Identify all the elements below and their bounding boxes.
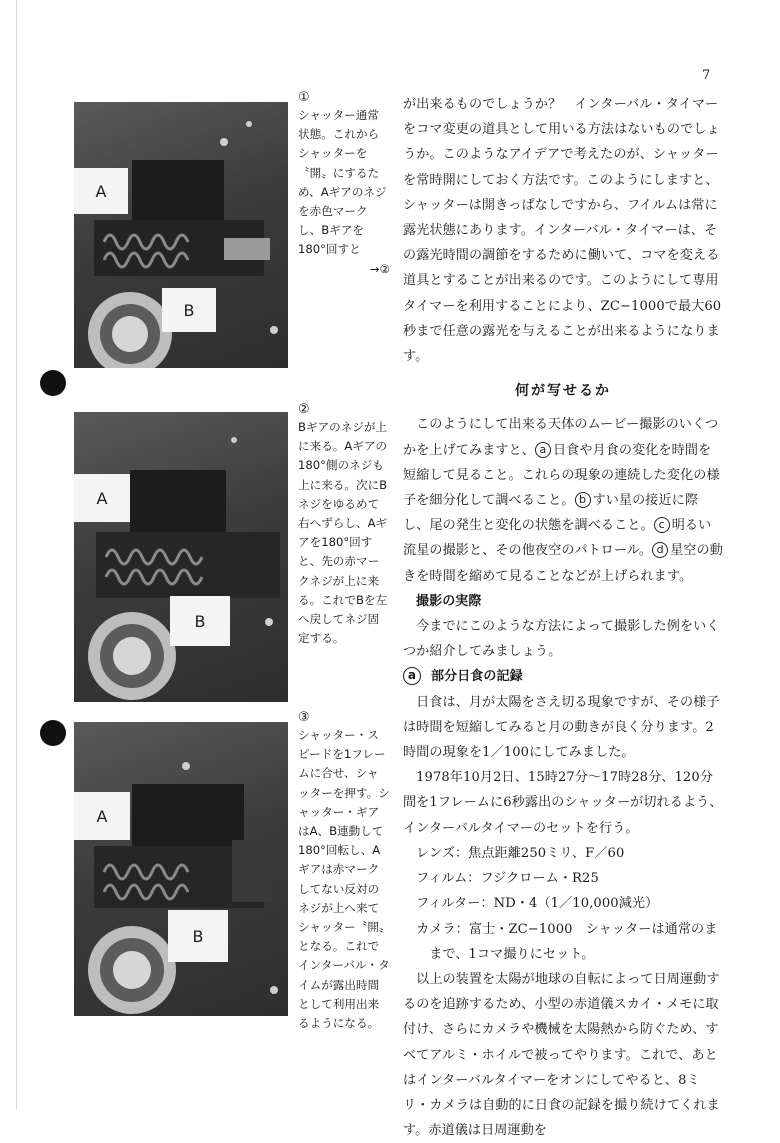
eclipse-paragraph: 日食は、月が太陽をさえ切る現象ですが、その様子は時間を短縮してみると月の動きが良く分ります。2時間の現象を1／100にしてみました。 — [403, 694, 720, 761]
spec-film: フィルム：フジクローム・R25 — [416, 871, 599, 887]
subject-a: 日食や月食の変化を時間を短縮して見ること。これらの現象の連続した変化の様子を細分化して調べること。 — [403, 442, 720, 509]
shutter-photo-3 — [74, 722, 288, 1016]
caption-text: Bギアのネジが上に来る。Aギアの180°側のネジも上に来る。次にBネジをゆるめて右へずらし、Aギアを180°回すと、先の赤マークネジが上に来る。これでBを左へ戻してネジ固定する。 — [298, 420, 388, 646]
item-marker-a: a — [535, 442, 551, 458]
shutter-photo-2 — [74, 412, 288, 702]
punch-hole-2 — [40, 720, 66, 746]
gear-label-a: A — [74, 792, 130, 840]
gear-mechanism-illustration — [74, 412, 288, 702]
caption-number: ② — [298, 402, 310, 417]
eclipse-marker: a — [403, 667, 421, 685]
caption-text: シャッター通常状態。これからシャッターを〝開〟にするため、Aギアのネジを赤色マークし、Bギアを180°回すと — [298, 108, 387, 257]
page-number: 7 — [702, 68, 711, 83]
gear-label-b: B — [170, 596, 230, 646]
settings-paragraph: 1978年10月2日、15時27分〜17時28分、120分間を1フレームに6秒露出のシャッターが切れるよう、インターバルタイマーのセットを行う。 — [403, 770, 723, 836]
subheading-eclipse — [403, 664, 723, 689]
gear-mechanism-illustration — [74, 722, 288, 1016]
caption-number: ① — [298, 90, 310, 105]
spec-camera: カメラ：富士・ZC−1000 シャッターは通常のままで、1コマ撮りにセット。 — [416, 921, 718, 962]
caption-text: シャッター・スピードを1フレームに合せ、シャッターを押す。シャッター・ギアはA、B連動して180°回転し、Aギアは赤マークしてない反対のネジが上へ来てシャッター〝開〟となる。これでインターバル・タイムが露出時間として利用出来るようになる。 — [298, 728, 390, 1031]
page-edge — [16, 0, 17, 1109]
article-column — [403, 92, 723, 1143]
gear-label-b: B — [162, 288, 216, 332]
item-marker-b: b — [575, 492, 591, 508]
subjects-paragraph — [403, 412, 723, 588]
photo-caption-3 — [298, 710, 390, 1033]
shutter-photo-1 — [74, 102, 288, 368]
spec-lens: レンズ：焦点距離250ミリ、F／60 — [416, 845, 625, 861]
gear-label-b: B — [168, 910, 228, 962]
gear-label-a: A — [74, 168, 128, 214]
caption-number: ③ — [298, 710, 310, 725]
caption-arrow: →② — [369, 261, 390, 276]
punch-hole-1 — [40, 370, 66, 396]
setup-paragraph: 以上の装置を太陽が地球の自転によって日周運動するのを追跡するため、小型の赤道儀スカイ・メモに取付け、さらにカメラや機械を太陽熱から防ぐため、すべてアルミ・ホイルで被ってやります。これで、あとはインターバルタイマーをオンにしてやると、8ミリ・カメラは自動的に日食の記録を撮り続けてくれます。赤道儀は日周運動を — [403, 971, 720, 1139]
intro-paragraph: が出来るものでしょうか？ インターバル・タイマーをコマ変更の道具として用いる方法はないものでしょうか。このようなアイデアで考えたのが、シャッターを常時開にしておく方法です。このようにしますと、シャッターは開きっぱなしですから、フイルムは常に露光状態にあります。インターバル・タイマーは、その露光時間の調節をするために働いて、コマを変える道具とすることが出来るのです。このようにして専用タイマーを利用することにより、ZC−1000で最大60秒まで任意の露光を与えることが出来るようになります。 — [403, 97, 722, 365]
subject-b: すい星の接近に際し、尾の発生と変化の状態を調べること。 — [403, 493, 699, 534]
practice-paragraph: 今までにこのような方法によって撮影した例をいくつか紹介してみましょう。 — [403, 619, 720, 660]
subjects-intro: このようにして出来る天体のムービー撮影のいくつかを上げてみますと、 — [403, 417, 719, 458]
photo-caption-2 — [298, 402, 390, 648]
photo-caption-1 — [298, 90, 390, 279]
subject-c: 明るい流星の撮影と、その他夜空のパトロール。 — [403, 518, 712, 559]
eclipse-title: 部分日食の記録 — [431, 669, 523, 685]
subject-d: 星空の動きを時間を縮めて見ることなどが上げられます。 — [403, 543, 723, 584]
item-marker-c: c — [654, 517, 670, 533]
subheading-practice: 撮影の実際 — [416, 593, 482, 609]
spec-filter: フィルター：ND・4（1／10,000減光） — [416, 896, 659, 912]
item-marker-d: d — [652, 542, 668, 558]
gear-label-a: A — [74, 474, 130, 522]
section-heading: 何が写せるか — [515, 383, 611, 400]
